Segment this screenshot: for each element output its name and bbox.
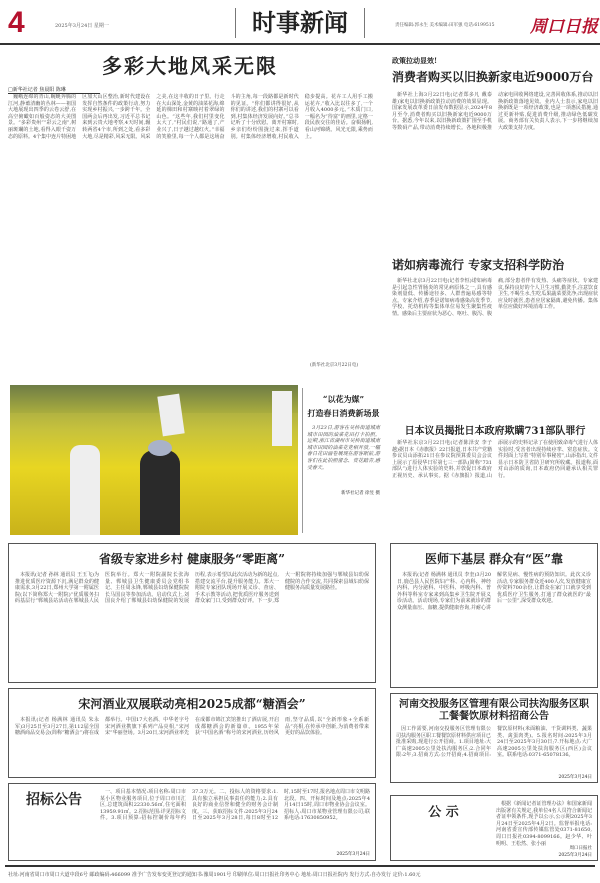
consumer-headline: 消费者购买以旧换新家电近9000万台 [392,70,594,84]
rapeseed-field-photo [10,385,298,535]
photo-caption-headline: 打造春日消费新场景 [307,408,380,418]
newspaper-logo: 周口日报 [530,17,598,37]
jtfw-tender-notice [390,693,598,783]
jtfw-headline: 河南交投服务区管理有限公司扶沟服务区职工餐餐饮原材料招商公告 [399,699,589,722]
photo-caption-title: “以花为媒” [322,394,365,404]
doctors-article [390,543,598,688]
bidding-date: 2025年3月24日 [336,852,370,857]
jtfw-date: 2025年3月24日 [558,775,592,780]
notice-body: 根据《新闻记者证管理办法》和国家新闻出版署有关规定,我单位4名人员符合新闻记者证申领条件,现予以公示,公示期2025年3月24日至2025年4月2日。监督举报电话:河南省委宣传部传媒监管处0371-81650,周口日报社0394-8099166。赵少华、叶明明、王松然、张小丽 [496,801,592,847]
notice-date: 2025年3月24日 [558,853,592,858]
bidding-body: 一、项目基本情况:项目名称:周口市某小区物业服务项目,位于周口市川汇区,总建筑面积22330.56㎡,住宅面积13959.91㎡。2.招标范围:详见招标文件。3.项目预算:招标控制价每年约37.3万元。二、投标人的资格要求:1.具有独立承担民事责任的能力;2.具有良好的商业信誉和健全的财务会计制度。三、获取招标文件:2025年3月24日至2025年3月28日,每日8时至12时,15时至17时,报名地点周口市文明路北段。四、开标时间及地点:2025年4月14日15时,周口市物业协会会议室。招标人:周口市某物业管理有限公司;联系电话:17630850952。 [100,789,370,822]
editors-line: 责任编辑:郭永生 美术编辑:田军强 电话:6199515 [395,23,495,28]
lead-body: 巍峨连绵的青山,蜿蜒奔腾的江河,静谧清幽的丛林——祖国大地展现出四季的云卷云舒,在高空俯瞰如百般姿态的大美图景。“多彩贵州”“彩云之南”,树丽斑斓的土地,看得入眼千姿万态的原料。4个集中连片特困地区加大山区整治,新时代建设在发挥自然条件的政策行动,努力实现乡村振兴,一步跨千年。全国两会后再出发,习近平总书记来到云贵大地考察,4天时间,辗转两省4个市,所到之处,看多彩大地,尽是精彩,风采无限。风采之美,在这丰收的日子里。行走在大山深处,金黄的油菜花海,绵延的梯田和村寨映衬着翠绿的山色。“这些年,我们村里变化太大了,”村民们说,“路通了,产业兴了,日子越过越红火。”幸福的笑脸里,每一个人都是这场奋斗的主角,每一段路都是新时代的见证。“你们都讲得很好,从你们的讲述,我们的村寨可以看到,村集体经济发展向好。”总书记听了十分欣慰。离开村寨时,乡亲们纷纷围拢过来,挥手道别。村集体经济增收,村民收入稳步提高。花卉工人用手工搬运花卉,“收入比以往多了,一个月收入4000多元。”木质门口,一幅名为“待富”的画里,定格一段民族交往的佳话。奋楫扬帆,看山河锦绣。风光无限,乘势而上。 [8,94,373,140]
songhe-headline: 宋河酒业双展联动亮相2025成都“糖酒会” [78,697,306,711]
rural-health-headline: 省级专家进乡村 健康服务“零距离” [99,552,285,566]
japan-body: 新华社东京3月22日电(记者陈泽安 李子越)据日本《赤旗报》22日报道,日本共产党籍参议员山添拓21日在参议院预算委员会会议上展示了原侵华日军第七三一部队(简称“731部队”)进行人体实验的史料,并敦促日本政府正视历史、承认事实。据《赤旗报》报道,山添展示的史料记录了在使用致命毒气进行人体实验时,受害者出现持续痉挛、窒息症状。文件封面上写着“特别军事秘密”,山添指出,文件显示日本防卫省防卫研究所收藏。报道称,面对山添的质询,日本政府仍回避承认相关罪行。 [392,440,599,479]
public-notice [390,795,598,861]
norovirus-body: 新华社北京3月22日电(记者李恒)诺如病毒是引起急性胃肠炎的常见病原体之一,具有感染剂量低、传播途径多、人群普遍易感等特点。专家介绍,春季是诺如病毒感染高发季节,学校、托幼机构等集体单位易发生聚集性疫情。感染后主要症状为恶心、呕吐、腹泻、腹痛,部分患者伴有发热、头痛等症状。专家建议,保持良好的个人卫生习惯,勤洗手,注意饮食卫生,不喝生水,生吃瓜果蔬菜要洗净;出现症状应及时就医,患者应居家隔离,避免传播。集体单位应做好环境消毒工作。 [392,278,598,317]
songhe-article [8,688,376,778]
lead-headline: 多彩大地风采无限 [102,54,278,78]
notice-signer: 周口日报社 [569,846,592,851]
notice-headline: 公 示 [428,805,459,820]
footer-rule [5,865,595,867]
photo-credit: 新华社记者 徐昱 摄 [341,491,380,496]
section-title: 时事新闻 [235,8,365,38]
bidding-headline: 招标公告 [26,792,82,808]
songhe-body: 本报讯(记者 杨满林 通讯员 朱永军)3月25日至3月27日,第112届全国糖酒商品交易会(简称“糖酒会”)将在成都举行。中国17大名酒、中华老字号宋河酒业携旗下系列产品亮相,“宋河宋”华丽登场。3月20日,宋河酒业率先在成都市锦江宾馆推出了酒店展,开启成都糖酒会的新篇章。1955年荣获“中国名酒”称号的宋河酒业,历经风雨,坚守品质,以“全新形象+全系新品”亮相,在传承中创新,为消费者带来更好的品饮体验。 [15,717,369,737]
japan-headline: 日本议员揭批日本政府欺瞒731部队罪行 [404,426,586,437]
photo-caption-body: 3月23日,游客在吴桥街道城南城市田园的油菜花田打卡拍照。近期,浙江省湖州市吴桥街道城南城市田园的油菜花竞相开放,一幅春日花田画卷展现在游客眼前,游客们在此拍照留念、赏花踏青,感受春天。 [307,425,380,471]
lead-dateline: (新华社北京3月22日电) [310,363,359,368]
rural-health-article [8,543,376,683]
footer-imprint: 社址:河南省周口市周口大道中段6号 邮政编码:466099 准予广告发布变更登记的通知书:豫周1901号 印刷单位:周口日报社印务中心 地址:周口日报社院内 发行方式:自办发行 定价:1.60元 [8,872,421,878]
doctors-headline: 医师下基层 群众有“医”靠 [425,552,563,566]
page-number: 4 [8,6,25,39]
doctors-body: 本报讯(记者 杨满林 通讯员 李奎)3月20日,鹿邑县人民医院妇产科、心内科、神经内科、内分泌科、中医科、呼吸内科、普外科等科室专家来到高集乡卫生院开展义诊活动。活动现场,专家们为前来就诊的群众测量血压、血糖,提供健康咨询,并耐心讲解常见病、慢性病的预防知识。此次义诊活动,专家服务群众近400人次,发放健康宣传资料700余份,让群众在家门口就享受到优质医疗卫生服务,打通了群众就医的“最后一公里”,深受群众欢迎。 [397,572,591,611]
consumer-kicker: 政策拉动显效! [392,56,438,65]
lead-byline: □新华社记者 焦晨阳 陈琳 [8,86,100,94]
consumer-body: 新华社上海3月22日电(记者郑多凡 戴泰雄)家电以旧换新政策拉动消费的效果显现。国家发展改革委日前发布数据显示,2024年8月至今,消费者购买以旧换新家电近9000万台。据悉,今年以来,以旧换新政策扩围至手机等数码产品,带动消费持续增长。各地积极推动家电回收网络建设,完善回收体系,推动以旧换新政策落地见效。业内人士表示,家电以旧换新既是一项经济政策,也是一项惠民措施,通过更新补贴,促进消费升级,推动绿色低碳发展。商务部有关负责人表示,下一步将继续加大政策支持力度。 [392,92,598,131]
header-rule [0,43,600,45]
bidding-notice [8,783,376,861]
rural-health-body: 本报讯(记者 孙林 通讯员 王玉飞)为推进优质医疗资源下沉,满足群众的健康需求,3月22日,郑州大学第一附属医院(以下简称郑大一附院)“优质服务扫码基层行”郸城县站活动在郸城县人民医院举行。郑大一附院副院长张海量、郸城县卫生健康委员会党组书记、主任周永锋,郸城县妇幼保健院院长马国良等参加活动。启动仪式上,刘国良介绍了郸城县妇幼保健院的发展历程,表示希望以此次活动为新的起点,搭建交流平台,提升服务能力。郑大一附院专家团队现场开展义诊、查房、手术示教等活动,把优质医疗服务送到群众家门口,受到群众好评。下一步,郑大一附院将持续加强与郸城县妇幼保健院的合作交流,共同探索县域妇幼保健服务高质量发展路径。 [15,572,369,605]
norovirus-headline: 诺如病毒流行 专家支招科学防治 [392,258,565,272]
jtfw-body: 因工作需要,河南交投服务区管理有限公司扶沟服务区职工餐餐饮原材料供应项目已批准采购,现进行公开招商。1.项目地址:大广高速2005公里处扶沟服务区;2.合同年限:2年;3.招商方式:公开招商;4.招商项目:餐饮原材料(米面粮油、干货调料类、蔬果类、禽蛋肉类)。5.报名时间:2025年3月24日至2025年3月30日;7.开标地点:大广高速2005公里处扶沟服务区(西区)会议室。联系电话:0371-65078136。 [396,726,592,759]
issue-date: 2025年3月24日 星期一 [55,23,109,29]
